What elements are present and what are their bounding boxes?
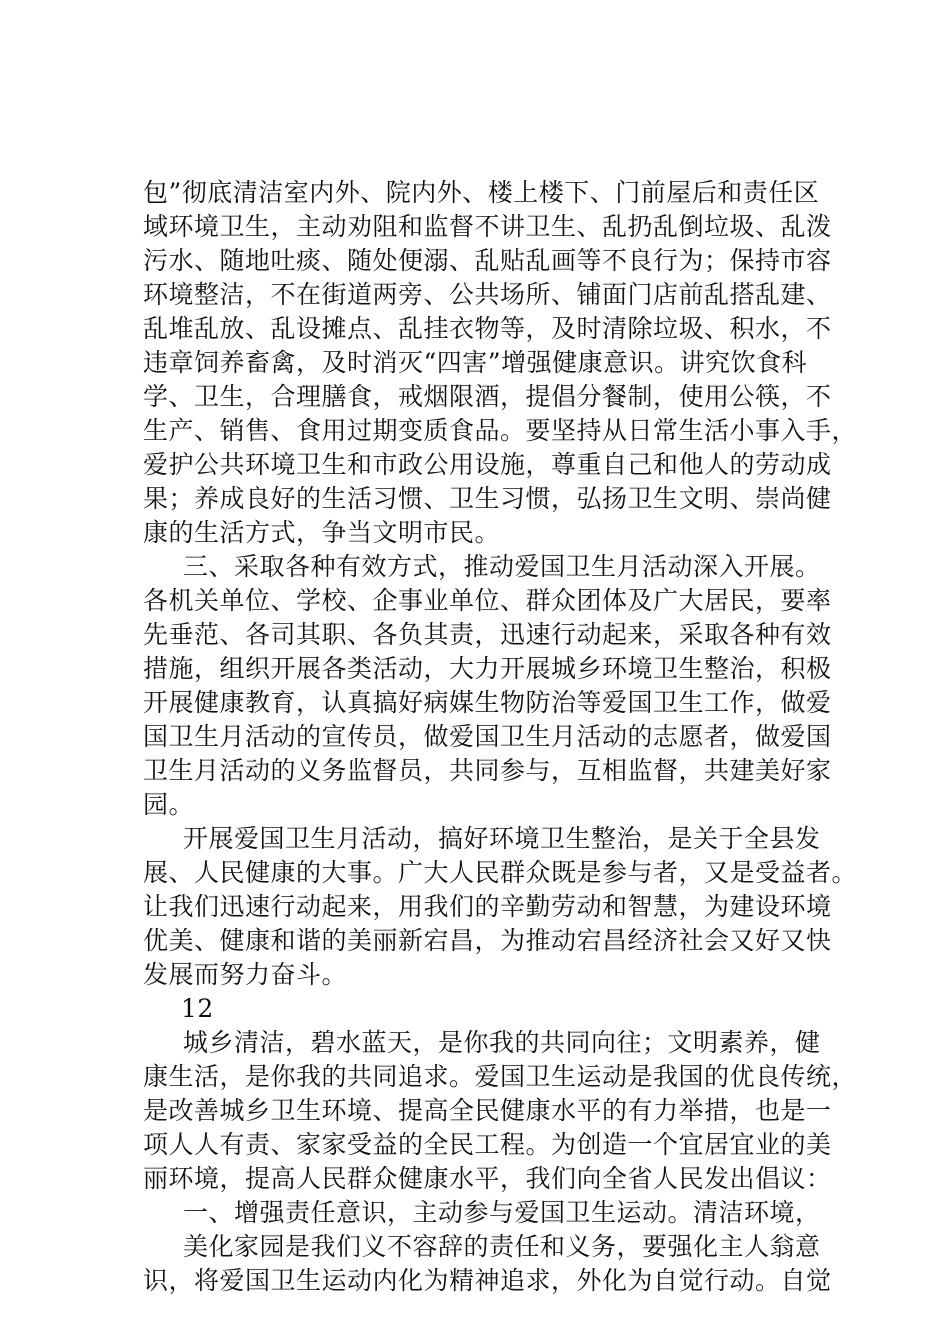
section-heading: 三、采取各种有效方式，推动爱国卫生月活动深入开展。	[183, 552, 821, 581]
text-line: 展、人民健康的大事。广大人民群众既是参与者，又是受益者。	[143, 858, 858, 887]
text-line: 康生活，是你我的共同追求。爱国卫生运动是我国的优良传统，	[143, 1062, 858, 1091]
text-line: 园。	[143, 790, 195, 819]
text-line: 包”彻底清洁室内外、院内外、楼上楼下、门前屋后和责任区	[143, 178, 820, 207]
text-line: 环境整洁，不在街道两旁、公共场所、铺面门店前乱搭乱建、	[143, 280, 832, 309]
text-line: 学、卫生，合理膳食，戒烟限酒，提倡分餐制，使用公筷，不	[143, 382, 832, 411]
text-line: 污水、随地吐痰、随处便溺、乱贴乱画等不良行为；保持市容	[143, 246, 832, 275]
text-line: 是改善城乡卫生环境、提高全民健康水平的有力举措，也是一	[143, 1096, 832, 1125]
text-line: 康的生活方式，争当文明市民。	[143, 518, 501, 547]
text-line: 先垂范、各司其职、各负其责，迅速行动起来，采取各种有效	[143, 620, 832, 649]
text-line: 乱堆乱放、乱设摊点、乱挂衣物等，及时清除垃圾、积水，不	[143, 314, 832, 343]
text-line: 果；养成良好的生活习惯、卫生习惯，弘扬卫生文明、崇尚健	[143, 484, 832, 513]
text-line: 爱护公共环境卫生和市政公用设施，尊重自己和他人的劳动成	[143, 450, 832, 479]
text-line: 开展爱国卫生月活动，搞好环境卫生整治，是关于全县发	[183, 824, 821, 853]
text-line: 城乡清洁，碧水蓝天，是你我的共同向往；文明素养，健	[183, 1028, 821, 1057]
text-line: 国卫生月活动的宣传员，做爱国卫生月活动的志愿者，做爱国	[143, 722, 832, 751]
text-line: 各机关单位、学校、企事业单位、群众团体及广大居民，要率	[143, 586, 832, 615]
text-line: 措施，组织开展各类活动，大力开展城乡环境卫生整治，积极	[143, 654, 832, 683]
text-line: 生产、销售、食用过期变质食品。要坚持从日常生活小事入手，	[143, 416, 858, 445]
text-line: 识，将爱国卫生运动内化为精神追求，外化为自觉行动。自觉	[143, 1266, 832, 1295]
section-heading: 一、增强责任意识，主动参与爱国卫生运动。清洁环境，	[183, 1198, 821, 1227]
text-line: 美化家园是我们义不容辞的责任和义务，要强化主人翁意	[183, 1232, 821, 1261]
section-number: 12	[181, 994, 214, 1023]
text-line: 丽环境，提高人民群众健康水平，我们向全省人民发出倡议：	[143, 1164, 832, 1193]
text-line: 开展健康教育，认真搞好病媒生物防治等爱国卫生工作，做爱	[143, 688, 832, 717]
text-line: 域环境卫生，主动劝阻和监督不讲卫生、乱扔乱倒垃圾、乱泼	[143, 212, 832, 241]
text-line: 发展而努力奋斗。	[143, 960, 348, 989]
text-line: 优美、健康和谐的美丽新宕昌，为推动宕昌经济社会又好又快	[143, 926, 832, 955]
text-line: 项人人有责、家家受益的全民工程。为创造一个宜居宜业的美	[143, 1130, 832, 1159]
text-line: 卫生月活动的义务监督员，共同参与，互相监督，共建美好家	[143, 756, 832, 785]
text-line: 让我们迅速行动起来，用我们的辛勤劳动和智慧，为建设环境	[143, 892, 832, 921]
text-line: 违章饲养畜禽，及时消灭“四害”增强健康意识。讲究饮食科	[143, 348, 808, 377]
